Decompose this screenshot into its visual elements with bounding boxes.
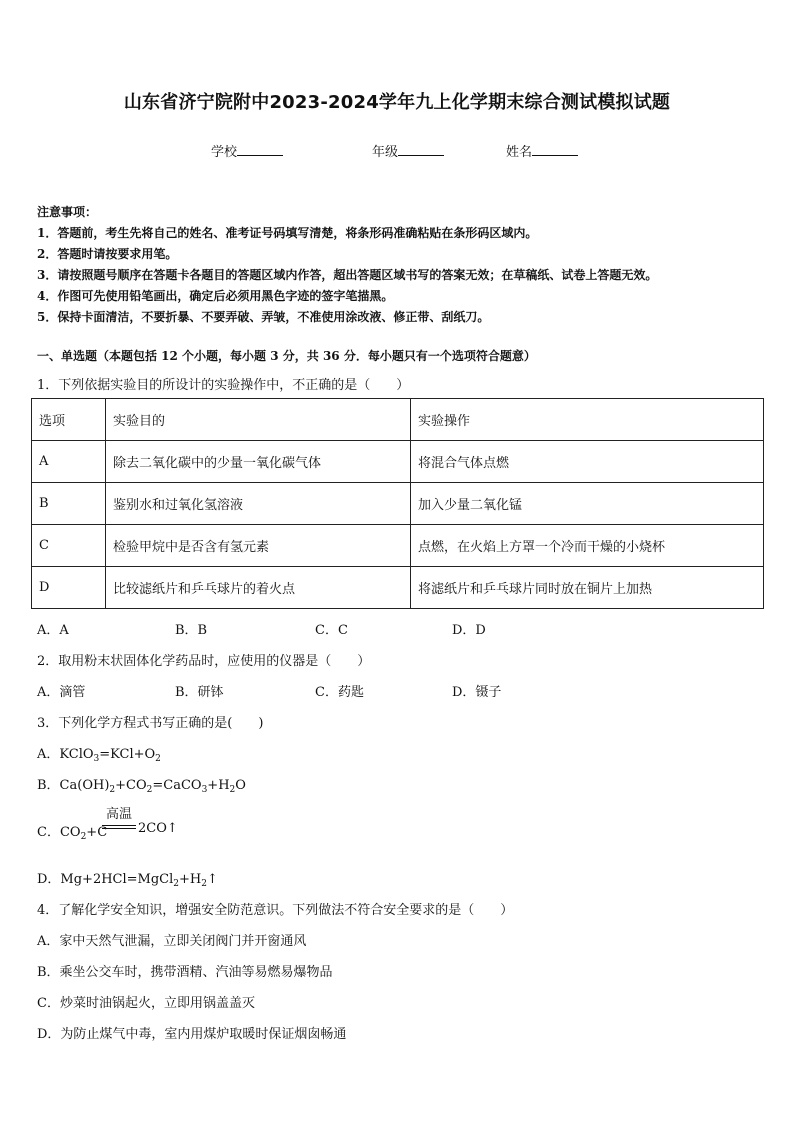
question-3-stem: 3．下列化学方程式书写正确的是( ) <box>37 716 264 731</box>
header-cell: 实验目的 <box>106 399 411 441</box>
equals-line-top <box>102 825 136 826</box>
notes-heading: 注意事项： <box>37 205 98 219</box>
header-cell: 选项 <box>32 399 106 441</box>
q3-option-c: C．$CO_2+C$ <box>37 825 108 842</box>
table-cell: 除去二氧化碳中的少量一氧化碳气体 <box>106 441 411 483</box>
school-label: 学校 <box>211 145 238 160</box>
q3-option-b: B．$Ca(OH)_2+CO_2=CaCO_3+H_2O$ <box>37 778 246 795</box>
table-cell: 将混合气体点燃 <box>411 441 764 483</box>
q4-option-b: B．乘坐公交车时，携带酒精、汽油等易燃易爆物品 <box>37 965 333 980</box>
q2-option-d: D．镊子 <box>452 685 502 700</box>
q4-option-a: A．家中天然气泄漏，立即关闭阀门并开窗通风 <box>37 934 307 949</box>
reaction-arrow <box>101 803 137 831</box>
q1-option-d: D．D <box>452 623 486 638</box>
q3-option-a: A．$KClO_3=KCl+O_2$ <box>37 747 161 764</box>
page-title: 山东省济宁院附中2023-2024学年九上化学期末综合测试模拟试题 <box>123 92 671 113</box>
note-item: 2．答题时请按要求用笔。 <box>37 247 178 261</box>
table-cell: D <box>32 567 106 609</box>
table-cell: 加入少量二氧化锰 <box>411 483 764 525</box>
school-blank <box>237 143 283 156</box>
table-cell: B <box>32 483 106 525</box>
table-cell: 比较滤纸片和乒乓球片的着火点 <box>106 567 411 609</box>
note-item: 1．答题前，考生先将自己的姓名、准考证号码填写清楚，将条形码准确粘贴在条形码区域内。 <box>37 226 538 240</box>
table-row <box>32 525 764 567</box>
school-field <box>211 141 283 160</box>
q1-option-a: A．A <box>37 623 69 638</box>
section-heading: 一、单选题（本题包括 12 个小题，每小题 3 分，共 36 分．每小题只有一个选项符合题意） <box>37 349 536 363</box>
table-cell: 点燃，在火焰上方罩一个冷而干燥的小烧杯 <box>411 525 764 567</box>
table-cell: 鉴别水和过氧化氢溶液 <box>106 483 411 525</box>
q3-option-d: D．$Mg+2HCl=MgCl_2+H_2↑$ <box>37 872 218 889</box>
q4-option-d: D．为防止煤气中毒，室内用煤炉取暖时保证烟囱畅通 <box>37 1027 347 1042</box>
name-field <box>506 141 578 160</box>
grade-field <box>372 141 444 160</box>
equals-line-bottom <box>102 828 136 829</box>
q2-option-b: B．研钵 <box>175 685 224 700</box>
note-item: 3．请按照题号顺序在答题卡各题目的答题区域内作答，超出答题区域书写的答案无效；在草稿纸、试卷上答题无效。 <box>37 268 658 282</box>
reaction-condition: 高温 <box>105 807 132 822</box>
experiment-table <box>31 398 764 609</box>
question-1-stem: 1．下列依据实验目的所设计的实验操作中，不正确的是（ ） <box>37 378 410 393</box>
name-blank <box>532 143 578 156</box>
table-row <box>32 567 764 609</box>
table-cell: C <box>32 525 106 567</box>
grade-blank <box>398 143 444 156</box>
table-cell: A <box>32 441 106 483</box>
name-label: 姓名 <box>506 145 533 160</box>
table-row <box>32 483 764 525</box>
q3-option-c-product: 2CO↑ <box>138 821 178 836</box>
note-item: 4．作图可先使用铅笔画出，确定后必须用黑色字迹的签字笔描黑。 <box>37 289 394 303</box>
q4-option-c: C．炒菜时油锅起火，立即用锅盖盖灭 <box>37 996 255 1011</box>
q2-option-c: C．药匙 <box>315 685 364 700</box>
grade-label: 年级 <box>372 145 399 160</box>
table-cell: 检验甲烷中是否含有氢元素 <box>106 525 411 567</box>
table-cell: 将滤纸片和乒乓球片同时放在铜片上加热 <box>411 567 764 609</box>
header-cell: 实验操作 <box>411 399 764 441</box>
question-2-stem: 2．取用粉末状固体化学药品时，应使用的仪器是（ ） <box>37 654 371 669</box>
table-row <box>32 441 764 483</box>
q2-option-a: A．滴管 <box>37 685 86 700</box>
q1-option-b: B．B <box>175 623 208 638</box>
note-item: 5．保持卡面清洁，不要折暴、不要弄破、弄皱，不准使用涂改液、修正带、刮纸刀。 <box>37 310 490 324</box>
table-header-row <box>32 399 764 441</box>
q1-option-c: C．C <box>315 623 348 638</box>
question-4-stem: 4．了解化学安全知识，增强安全防范意识。下列做法不符合安全要求的是（ ） <box>37 903 514 918</box>
